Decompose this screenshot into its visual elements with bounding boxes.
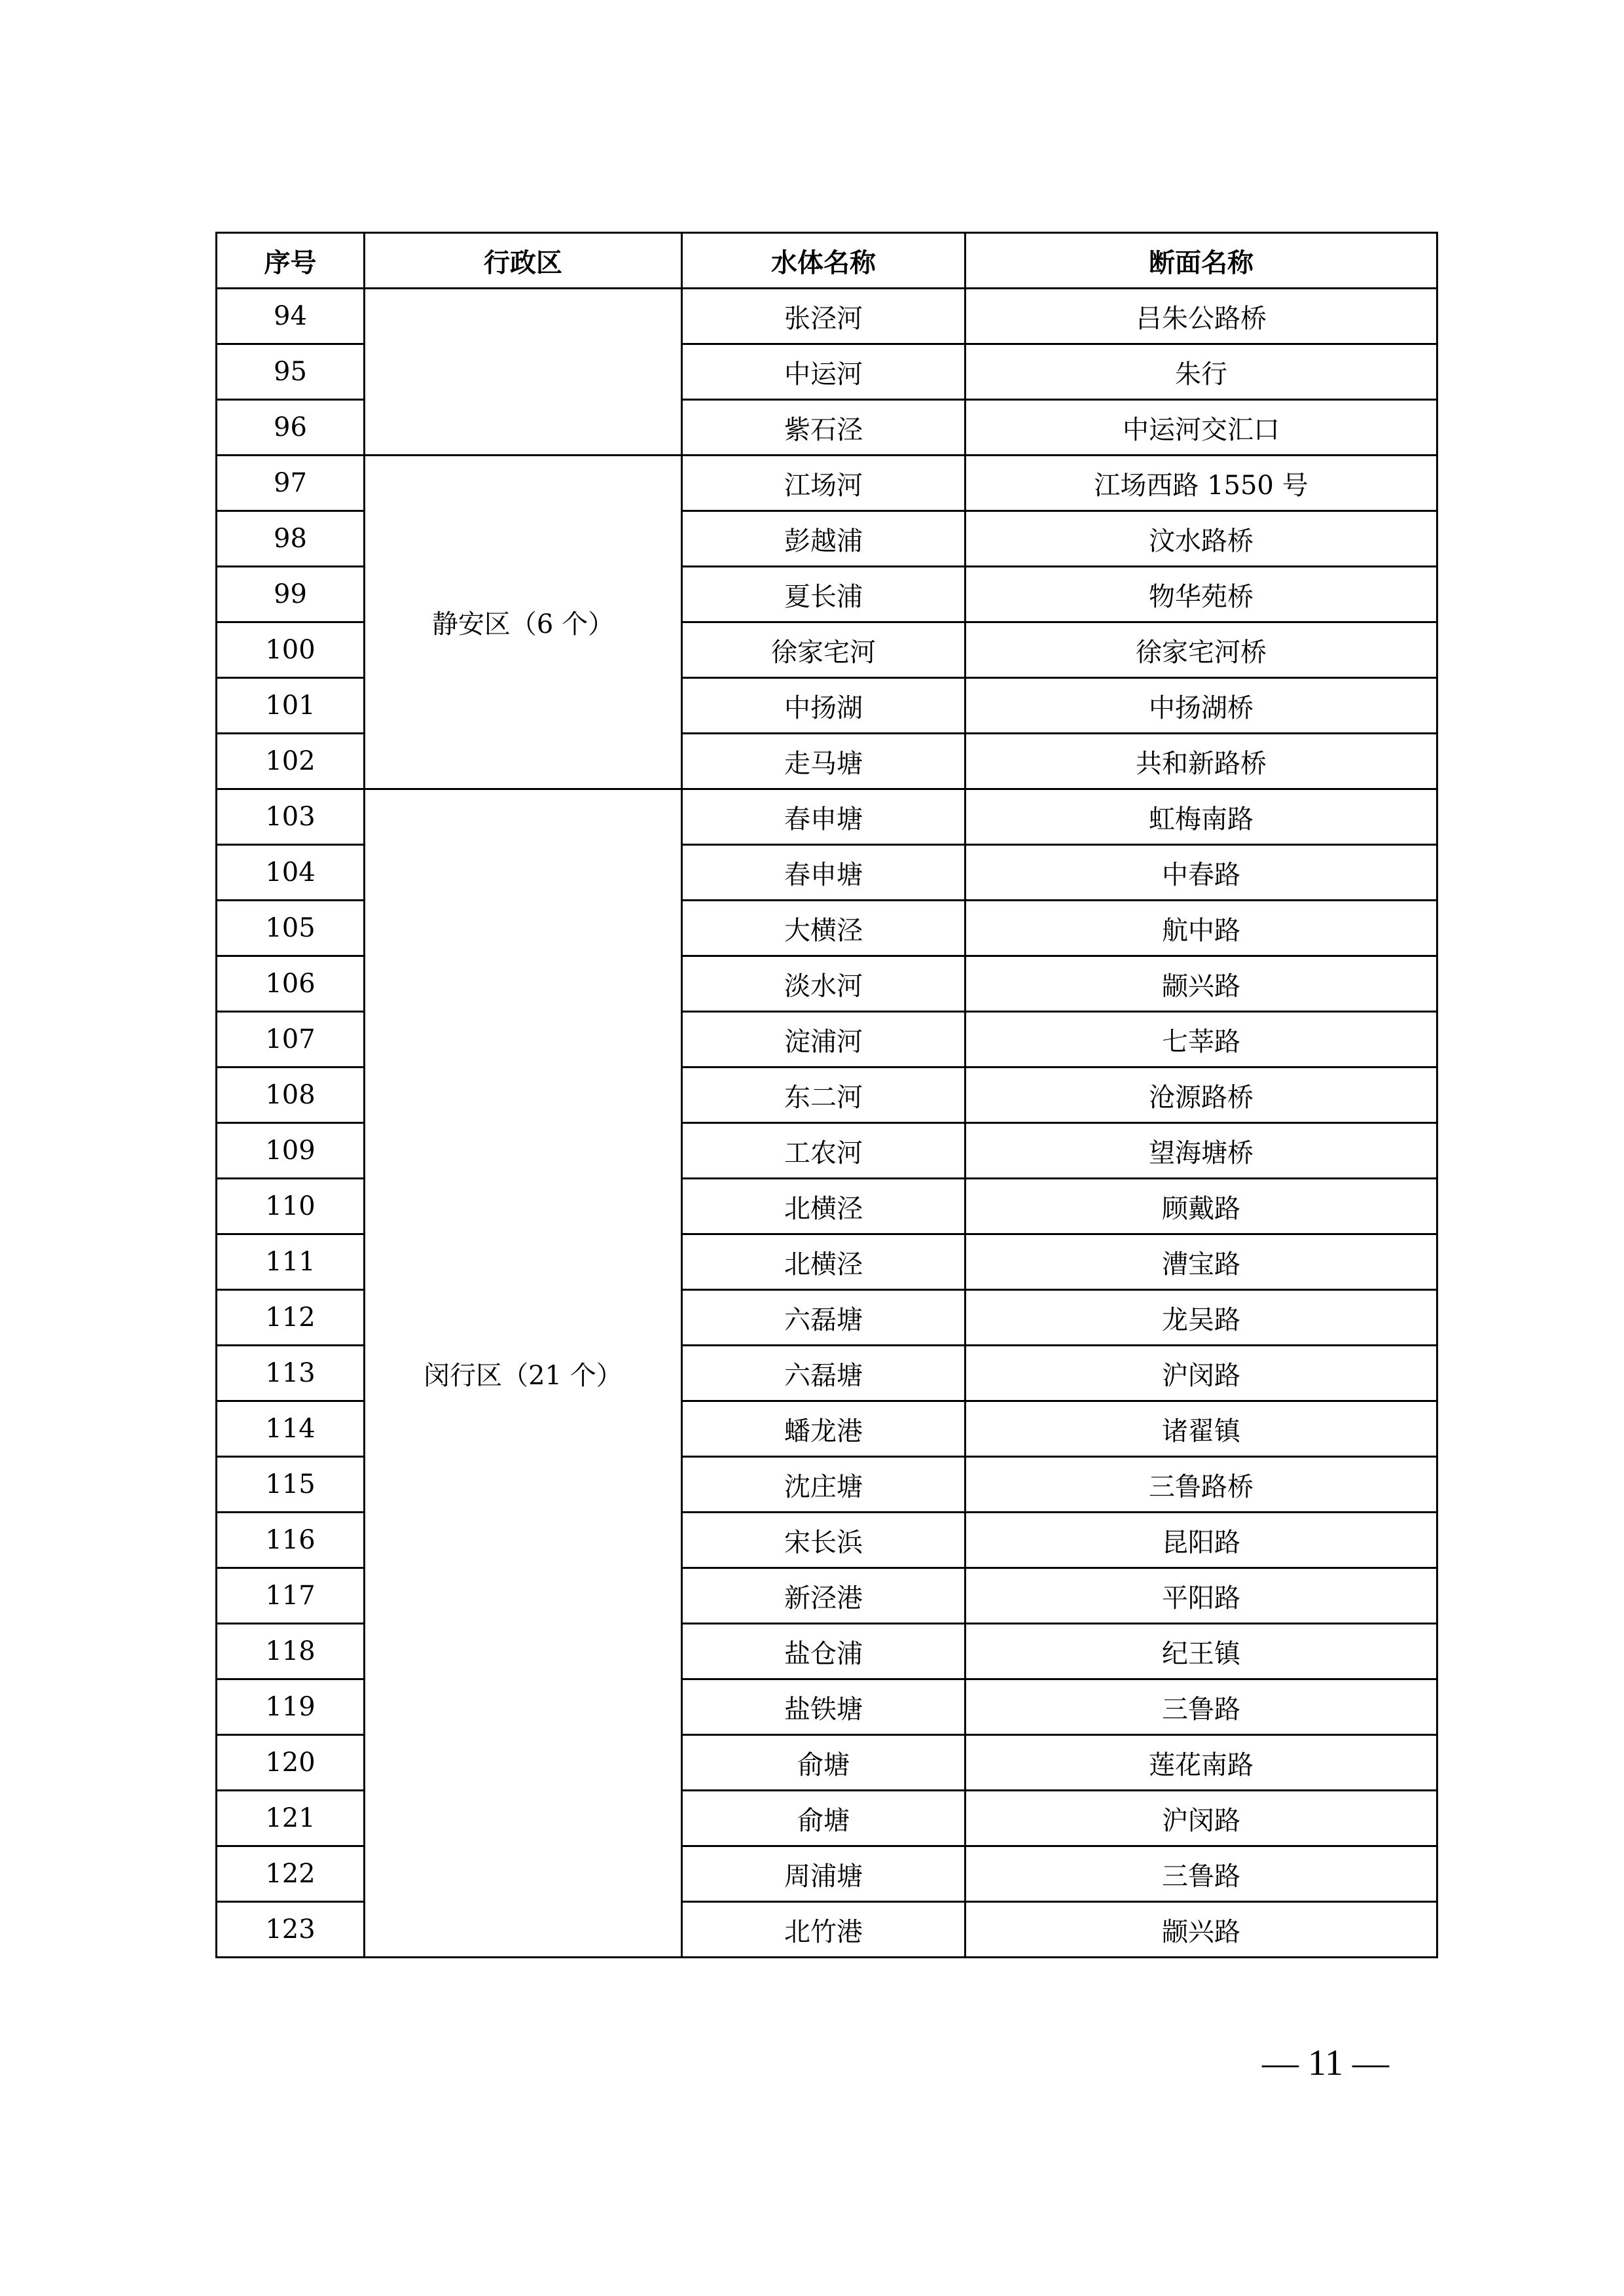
cell-section: 虹梅南路	[965, 789, 1437, 845]
cell-section: 中运河交汇口	[965, 400, 1437, 456]
cell-section: 沧源路桥	[965, 1067, 1437, 1123]
cell-section: 七莘路	[965, 1012, 1437, 1067]
cell-no: 106	[217, 956, 365, 1012]
cell-no: 103	[217, 789, 365, 845]
cell-section: 三鲁路	[965, 1846, 1437, 1902]
cell-water-body: 江场河	[682, 456, 965, 511]
cell-water-body: 夏长浦	[682, 567, 965, 622]
cell-no: 120	[217, 1735, 365, 1791]
cell-no: 94	[217, 289, 365, 344]
cell-section: 汶水路桥	[965, 511, 1437, 567]
table-row	[217, 789, 1437, 845]
cell-water-body: 盐仓浦	[682, 1624, 965, 1679]
cell-section: 物华苑桥	[965, 567, 1437, 622]
cell-no: 109	[217, 1123, 365, 1179]
table-header-row	[217, 233, 1437, 289]
cell-no: 98	[217, 511, 365, 567]
header-water-body: 水体名称	[682, 233, 965, 289]
cell-district: 静安区（6 个）	[365, 456, 682, 789]
cell-no: 99	[217, 567, 365, 622]
cell-no: 116	[217, 1513, 365, 1568]
cell-water-body: 徐家宅河	[682, 622, 965, 678]
cell-no: 101	[217, 678, 365, 734]
cell-section: 龙吴路	[965, 1290, 1437, 1346]
cell-water-body: 走马塘	[682, 734, 965, 789]
cell-water-body: 大横泾	[682, 901, 965, 956]
header-section: 断面名称	[965, 233, 1437, 289]
cell-no: 110	[217, 1179, 365, 1234]
cell-no: 112	[217, 1290, 365, 1346]
cell-water-body: 春申塘	[682, 845, 965, 901]
cell-section: 漕宝路	[965, 1234, 1437, 1290]
cell-section: 颛兴路	[965, 956, 1437, 1012]
cell-section: 吕朱公路桥	[965, 289, 1437, 344]
cell-water-body: 张泾河	[682, 289, 965, 344]
cell-water-body: 六磊塘	[682, 1346, 965, 1401]
monitoring-sections-table	[215, 232, 1438, 1958]
cell-section: 诸翟镇	[965, 1401, 1437, 1457]
cell-section: 沪闵路	[965, 1791, 1437, 1846]
cell-section: 三鲁路桥	[965, 1457, 1437, 1513]
cell-no: 100	[217, 622, 365, 678]
cell-district: 闵行区（21 个）	[365, 789, 682, 1958]
cell-section: 顾戴路	[965, 1179, 1437, 1234]
cell-water-body: 盐铁塘	[682, 1679, 965, 1735]
cell-water-body: 中扬湖	[682, 678, 965, 734]
cell-water-body: 春申塘	[682, 789, 965, 845]
cell-no: 108	[217, 1067, 365, 1123]
cell-section: 江场西路 1550 号	[965, 456, 1437, 511]
cell-section: 莲花南路	[965, 1735, 1437, 1791]
cell-water-body: 工农河	[682, 1123, 965, 1179]
cell-water-body: 宋长浜	[682, 1513, 965, 1568]
header-no: 序号	[217, 233, 365, 289]
cell-water-body: 中运河	[682, 344, 965, 400]
cell-no: 104	[217, 845, 365, 901]
cell-no: 96	[217, 400, 365, 456]
table-body	[217, 289, 1437, 1958]
cell-no: 102	[217, 734, 365, 789]
table-row	[217, 456, 1437, 511]
cell-no: 95	[217, 344, 365, 400]
cell-no: 113	[217, 1346, 365, 1401]
header-district: 行政区	[365, 233, 682, 289]
cell-no: 105	[217, 901, 365, 956]
cell-section: 望海塘桥	[965, 1123, 1437, 1179]
cell-water-body: 北横泾	[682, 1234, 965, 1290]
page-number: — 11 —	[1262, 2043, 1389, 2083]
cell-no: 118	[217, 1624, 365, 1679]
cell-water-body: 北横泾	[682, 1179, 965, 1234]
cell-water-body: 六磊塘	[682, 1290, 965, 1346]
cell-water-body: 彭越浦	[682, 511, 965, 567]
cell-section: 三鲁路	[965, 1679, 1437, 1735]
cell-water-body: 沈庄塘	[682, 1457, 965, 1513]
cell-no: 114	[217, 1401, 365, 1457]
cell-water-body: 俞塘	[682, 1735, 965, 1791]
cell-no: 107	[217, 1012, 365, 1067]
cell-no: 115	[217, 1457, 365, 1513]
cell-section: 纪王镇	[965, 1624, 1437, 1679]
cell-section: 昆阳路	[965, 1513, 1437, 1568]
cell-water-body: 淡水河	[682, 956, 965, 1012]
cell-no: 97	[217, 456, 365, 511]
cell-no: 121	[217, 1791, 365, 1846]
cell-section: 朱行	[965, 344, 1437, 400]
cell-section: 航中路	[965, 901, 1437, 956]
cell-water-body: 紫石泾	[682, 400, 965, 456]
cell-no: 111	[217, 1234, 365, 1290]
cell-water-body: 新泾港	[682, 1568, 965, 1624]
cell-no: 122	[217, 1846, 365, 1902]
table-row	[217, 289, 1437, 344]
cell-section: 共和新路桥	[965, 734, 1437, 789]
cell-water-body: 蟠龙港	[682, 1401, 965, 1457]
cell-no: 119	[217, 1679, 365, 1735]
cell-section: 颛兴路	[965, 1902, 1437, 1958]
cell-section: 中春路	[965, 845, 1437, 901]
cell-water-body: 东二河	[682, 1067, 965, 1123]
cell-no: 117	[217, 1568, 365, 1624]
cell-water-body: 周浦塘	[682, 1846, 965, 1902]
cell-section: 平阳路	[965, 1568, 1437, 1624]
cell-district	[365, 289, 682, 456]
cell-water-body: 淀浦河	[682, 1012, 965, 1067]
cell-no: 123	[217, 1902, 365, 1958]
cell-section: 徐家宅河桥	[965, 622, 1437, 678]
cell-section: 中扬湖桥	[965, 678, 1437, 734]
cell-water-body: 俞塘	[682, 1791, 965, 1846]
cell-section: 沪闵路	[965, 1346, 1437, 1401]
cell-water-body: 北竹港	[682, 1902, 965, 1958]
